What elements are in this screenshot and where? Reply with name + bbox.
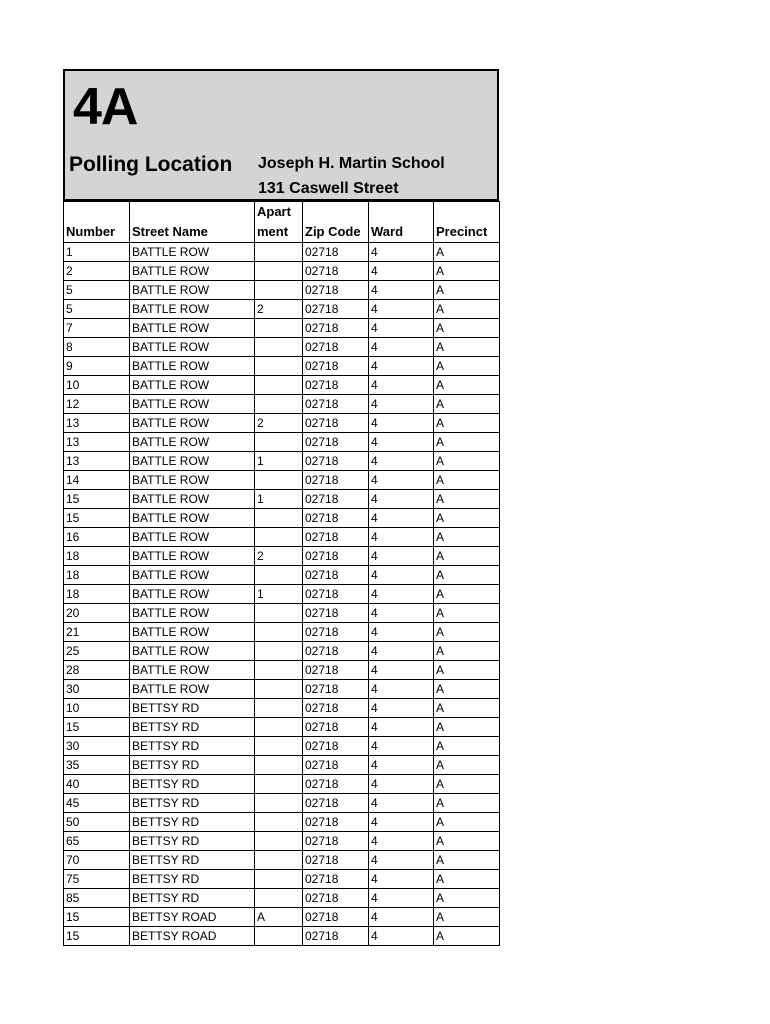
- cell-zip: 02718: [303, 623, 369, 642]
- table-row: [64, 756, 500, 775]
- cell-zip: 02718: [303, 908, 369, 927]
- cell-precinct: A: [434, 889, 500, 908]
- table-row: [64, 338, 500, 357]
- cell-precinct: A: [434, 851, 500, 870]
- cell-apartment: [255, 737, 303, 756]
- cell-number: 25: [64, 642, 130, 661]
- table-row: [64, 604, 500, 623]
- cell-apartment: 2: [255, 300, 303, 319]
- cell-street: BATTLE ROW: [130, 338, 255, 357]
- cell-zip: 02718: [303, 414, 369, 433]
- cell-ward: 4: [369, 471, 434, 490]
- cell-apartment: [255, 262, 303, 281]
- cell-apartment: [255, 718, 303, 737]
- cell-ward: 4: [369, 661, 434, 680]
- cell-street: BATTLE ROW: [130, 319, 255, 338]
- cell-precinct: A: [434, 433, 500, 452]
- table-row: [64, 927, 500, 946]
- table-row: [64, 870, 500, 889]
- cell-precinct: A: [434, 547, 500, 566]
- cell-precinct: A: [434, 338, 500, 357]
- cell-zip: 02718: [303, 376, 369, 395]
- cell-apartment: [255, 433, 303, 452]
- cell-ward: 4: [369, 243, 434, 262]
- cell-ward: 4: [369, 775, 434, 794]
- cell-street: BATTLE ROW: [130, 604, 255, 623]
- cell-apartment: [255, 395, 303, 414]
- table-row: [64, 585, 500, 604]
- cell-street: BATTLE ROW: [130, 300, 255, 319]
- cell-street: BATTLE ROW: [130, 357, 255, 376]
- table-row: [64, 699, 500, 718]
- column-header-apartment: [255, 202, 303, 243]
- cell-street: BATTLE ROW: [130, 262, 255, 281]
- cell-ward: 4: [369, 908, 434, 927]
- cell-street: BATTLE ROW: [130, 433, 255, 452]
- cell-precinct: A: [434, 357, 500, 376]
- cell-precinct: A: [434, 642, 500, 661]
- cell-zip: 02718: [303, 699, 369, 718]
- cell-ward: 4: [369, 756, 434, 775]
- cell-number: 10: [64, 699, 130, 718]
- cell-street: BETTSY RD: [130, 775, 255, 794]
- cell-apartment: [255, 813, 303, 832]
- cell-apartment: [255, 870, 303, 889]
- cell-number: 13: [64, 414, 130, 433]
- cell-precinct: A: [434, 300, 500, 319]
- cell-zip: 02718: [303, 433, 369, 452]
- table-row: [64, 319, 500, 338]
- cell-precinct: A: [434, 623, 500, 642]
- table-row: [64, 490, 500, 509]
- cell-zip: 02718: [303, 756, 369, 775]
- cell-street: BATTLE ROW: [130, 395, 255, 414]
- cell-number: 85: [64, 889, 130, 908]
- cell-zip: 02718: [303, 262, 369, 281]
- cell-ward: 4: [369, 509, 434, 528]
- cell-apartment: [255, 319, 303, 338]
- cell-number: 9: [64, 357, 130, 376]
- polling-location-name: Joseph H. Martin School: [258, 155, 445, 172]
- column-header-number: Number: [64, 202, 130, 243]
- cell-number: 15: [64, 927, 130, 946]
- cell-street: BETTSY ROAD: [130, 927, 255, 946]
- precinct-code: 4A: [73, 78, 138, 136]
- cell-apartment: [255, 775, 303, 794]
- cell-number: 70: [64, 851, 130, 870]
- cell-street: BATTLE ROW: [130, 471, 255, 490]
- table-row: [64, 832, 500, 851]
- cell-apartment: [255, 604, 303, 623]
- cell-number: 45: [64, 794, 130, 813]
- cell-number: 12: [64, 395, 130, 414]
- cell-precinct: A: [434, 395, 500, 414]
- cell-zip: 02718: [303, 509, 369, 528]
- cell-precinct: A: [434, 718, 500, 737]
- cell-precinct: A: [434, 471, 500, 490]
- cell-precinct: A: [434, 376, 500, 395]
- cell-number: 2: [64, 262, 130, 281]
- cell-ward: 4: [369, 338, 434, 357]
- cell-apartment: [255, 927, 303, 946]
- cell-street: BETTSY RD: [130, 699, 255, 718]
- cell-precinct: A: [434, 509, 500, 528]
- cell-street: BATTLE ROW: [130, 680, 255, 699]
- cell-number: 20: [64, 604, 130, 623]
- cell-apartment: [255, 528, 303, 547]
- cell-number: 50: [64, 813, 130, 832]
- cell-ward: 4: [369, 566, 434, 585]
- cell-zip: 02718: [303, 794, 369, 813]
- cell-ward: 4: [369, 623, 434, 642]
- cell-ward: 4: [369, 832, 434, 851]
- cell-zip: 02718: [303, 718, 369, 737]
- cell-ward: 4: [369, 528, 434, 547]
- table-row: [64, 528, 500, 547]
- cell-ward: 4: [369, 490, 434, 509]
- table-row: [64, 566, 500, 585]
- cell-zip: 02718: [303, 300, 369, 319]
- cell-number: 65: [64, 832, 130, 851]
- cell-ward: 4: [369, 718, 434, 737]
- table-row: [64, 262, 500, 281]
- cell-apartment: 1: [255, 585, 303, 604]
- table-row: [64, 395, 500, 414]
- cell-number: 40: [64, 775, 130, 794]
- cell-ward: 4: [369, 851, 434, 870]
- cell-ward: 4: [369, 376, 434, 395]
- table-row: [64, 243, 500, 262]
- cell-zip: 02718: [303, 357, 369, 376]
- cell-number: 8: [64, 338, 130, 357]
- cell-street: BETTSY RD: [130, 832, 255, 851]
- cell-apartment: [255, 376, 303, 395]
- cell-zip: 02718: [303, 585, 369, 604]
- cell-number: 16: [64, 528, 130, 547]
- cell-precinct: A: [434, 414, 500, 433]
- cell-precinct: A: [434, 490, 500, 509]
- cell-apartment: [255, 889, 303, 908]
- cell-ward: 4: [369, 262, 434, 281]
- cell-street: BATTLE ROW: [130, 642, 255, 661]
- table-row: [64, 908, 500, 927]
- cell-number: 75: [64, 870, 130, 889]
- table-row: [64, 547, 500, 566]
- table-row: [64, 661, 500, 680]
- cell-zip: 02718: [303, 452, 369, 471]
- table-row: [64, 851, 500, 870]
- cell-precinct: A: [434, 927, 500, 946]
- column-header-zip: Zip Code: [303, 202, 369, 243]
- cell-precinct: A: [434, 604, 500, 623]
- cell-number: 14: [64, 471, 130, 490]
- cell-precinct: A: [434, 756, 500, 775]
- cell-street: BETTSY RD: [130, 813, 255, 832]
- cell-precinct: A: [434, 813, 500, 832]
- cell-precinct: A: [434, 661, 500, 680]
- cell-ward: 4: [369, 319, 434, 338]
- cell-ward: 4: [369, 433, 434, 452]
- cell-apartment: [255, 851, 303, 870]
- cell-ward: 4: [369, 452, 434, 471]
- cell-number: 28: [64, 661, 130, 680]
- cell-zip: 02718: [303, 642, 369, 661]
- cell-street: BATTLE ROW: [130, 243, 255, 262]
- cell-number: 35: [64, 756, 130, 775]
- column-header-apartment-line1: Apart: [257, 204, 291, 219]
- cell-number: 18: [64, 547, 130, 566]
- cell-ward: 4: [369, 870, 434, 889]
- table-row: [64, 281, 500, 300]
- table-row: [64, 718, 500, 737]
- cell-ward: 4: [369, 699, 434, 718]
- cell-number: 18: [64, 566, 130, 585]
- cell-apartment: [255, 471, 303, 490]
- cell-ward: 4: [369, 889, 434, 908]
- cell-zip: 02718: [303, 281, 369, 300]
- cell-street: BATTLE ROW: [130, 376, 255, 395]
- cell-precinct: A: [434, 680, 500, 699]
- cell-number: 5: [64, 300, 130, 319]
- cell-precinct: A: [434, 528, 500, 547]
- cell-ward: 4: [369, 604, 434, 623]
- cell-zip: 02718: [303, 870, 369, 889]
- cell-zip: 02718: [303, 528, 369, 547]
- cell-zip: 02718: [303, 680, 369, 699]
- column-header-apartment-line2: ment: [257, 224, 289, 239]
- table-row: [64, 889, 500, 908]
- precinct-sheet: [63, 69, 499, 946]
- cell-zip: 02718: [303, 661, 369, 680]
- cell-ward: 4: [369, 642, 434, 661]
- cell-street: BETTSY RD: [130, 718, 255, 737]
- cell-street: BATTLE ROW: [130, 623, 255, 642]
- cell-precinct: A: [434, 585, 500, 604]
- cell-number: 13: [64, 433, 130, 452]
- cell-number: 15: [64, 718, 130, 737]
- table-row: [64, 680, 500, 699]
- cell-apartment: [255, 243, 303, 262]
- table-row: [64, 376, 500, 395]
- cell-number: 15: [64, 908, 130, 927]
- cell-street: BATTLE ROW: [130, 414, 255, 433]
- table-row: [64, 623, 500, 642]
- cell-precinct: A: [434, 908, 500, 927]
- cell-precinct: A: [434, 566, 500, 585]
- cell-precinct: A: [434, 243, 500, 262]
- polling-location-label: Polling Location: [69, 153, 233, 176]
- cell-ward: 4: [369, 300, 434, 319]
- cell-street: BETTSY RD: [130, 870, 255, 889]
- cell-street: BATTLE ROW: [130, 281, 255, 300]
- table-row: [64, 452, 500, 471]
- column-header-ward: Ward: [369, 202, 434, 243]
- table-row: [64, 642, 500, 661]
- cell-precinct: A: [434, 319, 500, 338]
- table-row: [64, 433, 500, 452]
- cell-street: BATTLE ROW: [130, 490, 255, 509]
- cell-zip: 02718: [303, 832, 369, 851]
- cell-street: BATTLE ROW: [130, 452, 255, 471]
- cell-apartment: A: [255, 908, 303, 927]
- cell-precinct: A: [434, 832, 500, 851]
- cell-apartment: [255, 794, 303, 813]
- cell-number: 5: [64, 281, 130, 300]
- cell-precinct: A: [434, 794, 500, 813]
- cell-ward: 4: [369, 737, 434, 756]
- cell-number: 30: [64, 737, 130, 756]
- cell-zip: 02718: [303, 547, 369, 566]
- cell-apartment: [255, 699, 303, 718]
- street-table: [63, 201, 500, 946]
- cell-number: 13: [64, 452, 130, 471]
- cell-ward: 4: [369, 585, 434, 604]
- cell-street: BATTLE ROW: [130, 547, 255, 566]
- table-row: [64, 471, 500, 490]
- cell-zip: 02718: [303, 243, 369, 262]
- cell-number: 21: [64, 623, 130, 642]
- cell-zip: 02718: [303, 889, 369, 908]
- cell-precinct: A: [434, 262, 500, 281]
- cell-street: BETTSY RD: [130, 737, 255, 756]
- cell-apartment: 1: [255, 490, 303, 509]
- cell-apartment: [255, 281, 303, 300]
- cell-street: BATTLE ROW: [130, 528, 255, 547]
- table-header-row: [64, 202, 500, 243]
- cell-apartment: [255, 357, 303, 376]
- precinct-header: [63, 69, 499, 201]
- table-row: [64, 414, 500, 433]
- cell-apartment: [255, 566, 303, 585]
- cell-zip: 02718: [303, 319, 369, 338]
- table-row: [64, 813, 500, 832]
- table-row: [64, 509, 500, 528]
- cell-street: BETTSY RD: [130, 889, 255, 908]
- cell-street: BATTLE ROW: [130, 661, 255, 680]
- cell-apartment: 2: [255, 547, 303, 566]
- cell-ward: 4: [369, 680, 434, 699]
- cell-ward: 4: [369, 813, 434, 832]
- cell-ward: 4: [369, 357, 434, 376]
- column-header-street: Street Name: [130, 202, 255, 243]
- cell-precinct: A: [434, 452, 500, 471]
- cell-number: 10: [64, 376, 130, 395]
- cell-number: 18: [64, 585, 130, 604]
- cell-apartment: [255, 509, 303, 528]
- column-header-precinct: Precinct: [434, 202, 500, 243]
- cell-street: BETTSY RD: [130, 851, 255, 870]
- cell-street: BATTLE ROW: [130, 566, 255, 585]
- cell-precinct: A: [434, 737, 500, 756]
- cell-apartment: [255, 680, 303, 699]
- cell-number: 1: [64, 243, 130, 262]
- cell-number: 15: [64, 509, 130, 528]
- cell-zip: 02718: [303, 927, 369, 946]
- cell-apartment: [255, 661, 303, 680]
- cell-street: BATTLE ROW: [130, 585, 255, 604]
- cell-zip: 02718: [303, 851, 369, 870]
- cell-zip: 02718: [303, 566, 369, 585]
- table-row: [64, 775, 500, 794]
- cell-ward: 4: [369, 547, 434, 566]
- cell-apartment: [255, 623, 303, 642]
- cell-zip: 02718: [303, 471, 369, 490]
- cell-apartment: [255, 756, 303, 775]
- cell-zip: 02718: [303, 490, 369, 509]
- cell-ward: 4: [369, 927, 434, 946]
- cell-ward: 4: [369, 414, 434, 433]
- cell-precinct: A: [434, 699, 500, 718]
- cell-apartment: 2: [255, 414, 303, 433]
- cell-apartment: 1: [255, 452, 303, 471]
- cell-apartment: [255, 642, 303, 661]
- cell-ward: 4: [369, 794, 434, 813]
- polling-location-address: 131 Caswell Street: [258, 180, 399, 197]
- cell-street: BATTLE ROW: [130, 509, 255, 528]
- cell-street: BETTSY RD: [130, 794, 255, 813]
- cell-zip: 02718: [303, 813, 369, 832]
- table-row: [64, 794, 500, 813]
- cell-number: 30: [64, 680, 130, 699]
- cell-zip: 02718: [303, 775, 369, 794]
- cell-apartment: [255, 832, 303, 851]
- cell-ward: 4: [369, 395, 434, 414]
- cell-apartment: [255, 338, 303, 357]
- cell-number: 7: [64, 319, 130, 338]
- cell-street: BETTSY ROAD: [130, 908, 255, 927]
- cell-precinct: A: [434, 281, 500, 300]
- cell-zip: 02718: [303, 395, 369, 414]
- cell-zip: 02718: [303, 737, 369, 756]
- cell-zip: 02718: [303, 604, 369, 623]
- table-row: [64, 357, 500, 376]
- cell-street: BETTSY RD: [130, 756, 255, 775]
- cell-precinct: A: [434, 775, 500, 794]
- table-row: [64, 300, 500, 319]
- cell-number: 15: [64, 490, 130, 509]
- table-body: [64, 243, 500, 946]
- table-row: [64, 737, 500, 756]
- cell-ward: 4: [369, 281, 434, 300]
- cell-zip: 02718: [303, 338, 369, 357]
- cell-precinct: A: [434, 870, 500, 889]
